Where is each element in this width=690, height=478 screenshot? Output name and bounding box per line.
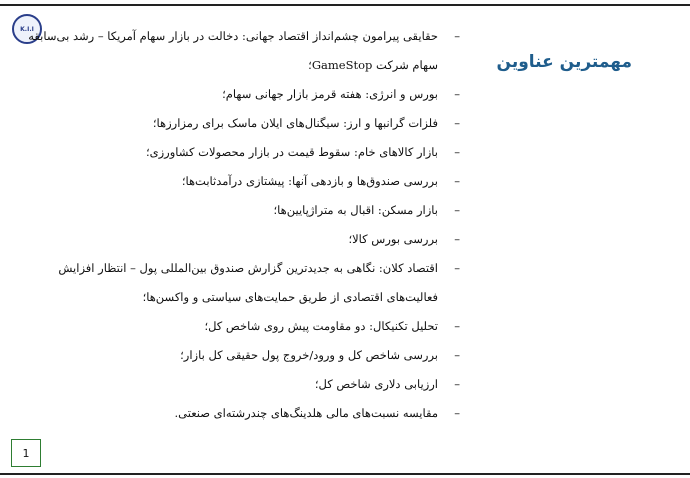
- logo-text: K.I.I: [20, 25, 34, 33]
- list-item-text: مقایسه نسبت‌های مالی هلدینگ‌های چندرشته‌ای صنعتی.: [174, 406, 438, 420]
- list-item-text: فلزات گرانبها و ارز: سیگنال‌های ایلان ماسک برای رمزارزها؛: [152, 116, 438, 130]
- list-item: [20, 225, 460, 254]
- list-item: [20, 399, 460, 428]
- list-item-text: بررسی شاخص کل و ورود/خروج پول حقیقی کل بازار؛: [180, 348, 438, 362]
- bullet-dash: –: [454, 116, 460, 130]
- top-divider: [0, 4, 690, 6]
- bullet-dash: –: [454, 406, 460, 420]
- list-item: [20, 80, 460, 109]
- list-item-text: بورس و انرژی: هفته قرمز بازار جهانی سهام؛: [222, 87, 438, 101]
- list-item: [20, 370, 460, 399]
- list-item: [20, 109, 460, 138]
- list-item: [20, 138, 460, 167]
- bullet-dash: –: [454, 29, 460, 43]
- list-item-text: اقتصاد کلان: نگاهی به جدیدترین گزارش صندوق بین‌المللی پول – انتظار افزایش فعالیت‌های اقتصادی از طریق حمایت‌های سیاستی و واکسن‌ها؛: [58, 261, 438, 304]
- list-item-text: بررسی صندوق‌ها و بازدهی آنها: پیشتازی درآمدثابت‌ها؛: [181, 174, 438, 188]
- list-item: [20, 167, 460, 196]
- list-item: [20, 341, 460, 370]
- list-item-text: بررسی بورس کالا؛: [348, 232, 438, 246]
- bottom-divider: [0, 473, 690, 475]
- bullet-dash: –: [454, 145, 460, 159]
- bullet-dash: –: [454, 377, 460, 391]
- list-item-text: بازار مسکن: اقبال به متراژپایین‌ها؛: [273, 203, 438, 217]
- bullet-dash: –: [454, 203, 460, 217]
- bullet-dash: –: [454, 319, 460, 333]
- list-item-text: حقایقی پیرامون چشم‌انداز اقتصاد جهانی: دخالت در بازار سهام آمریکا – رشد بی‌سابقه سهام شرکت GameStop؛: [28, 29, 438, 72]
- list-item-text: ارزیابی دلاری شاخص کل؛: [314, 377, 438, 391]
- topics-list: [20, 22, 460, 428]
- bullet-dash: –: [454, 348, 460, 362]
- bullet-dash: –: [454, 261, 460, 275]
- list-item: [20, 254, 460, 312]
- list-item: [20, 312, 460, 341]
- bullet-dash: –: [454, 174, 460, 188]
- list-item: [20, 196, 460, 225]
- page-title: مهمترین عناوین: [496, 52, 632, 72]
- list-item-text: بازار کالاهای خام: سقوط قیمت در بازار محصولات کشاورزی؛: [145, 145, 438, 159]
- page-number: 1: [22, 446, 30, 460]
- page-number-box: [11, 439, 41, 467]
- list-item: [20, 22, 460, 80]
- list-item-text: تحلیل تکنیکال: دو مقاومت پیش روی شاخص کل؛: [204, 319, 438, 333]
- bullet-dash: –: [454, 87, 460, 101]
- bullet-dash: –: [454, 232, 460, 246]
